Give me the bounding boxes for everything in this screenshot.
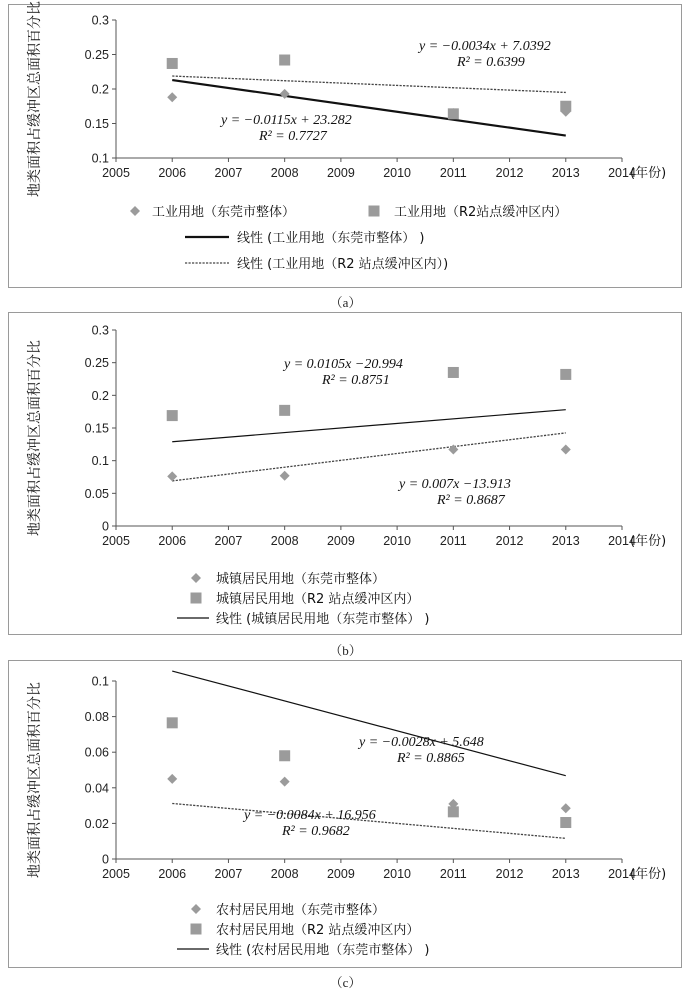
x-tick-label: 2011 (439, 534, 467, 548)
caption-b: （b） (329, 643, 362, 658)
legend-label: 线性 (城镇居民用地（东莞市整体） ) (216, 612, 430, 627)
x-tick-label: 2012 (495, 534, 524, 548)
x-tick-label: 2013 (551, 867, 580, 881)
data-point-square (448, 367, 459, 378)
caption-c: （c） (329, 975, 362, 990)
trend-equation: y = −0.0084x + 16.956 (244, 808, 376, 823)
trend-equation: y = 0.007x −13.913 (399, 477, 511, 492)
data-point-diamond (448, 445, 458, 455)
legend-label: 线性 (工业用地（R2 站点缓冲区内）) (237, 257, 449, 272)
legend-marker-square (369, 206, 380, 217)
data-point-square (279, 405, 290, 416)
trend-r2: R² = 0.8687 (437, 493, 505, 508)
y-tick-label: 0.08 (84, 710, 109, 725)
legend-label: 工业用地（东莞市整体） (152, 205, 296, 220)
trend-equation: y = −0.0028x + 5.648 (359, 735, 484, 750)
x-tick-label: 2014 (608, 534, 636, 548)
data-point-diamond (167, 774, 177, 784)
legend-marker-diamond (191, 573, 201, 583)
x-tick-label: 2012 (495, 867, 524, 881)
data-point-diamond (561, 445, 571, 455)
y-tick-label: 0.15 (84, 421, 109, 436)
x-tick-label: 2006 (158, 534, 187, 548)
trend-r2: R² = 0.6399 (457, 55, 525, 70)
chart-a (9, 1, 681, 287)
trend-r2: R² = 0.9682 (282, 824, 350, 839)
x-tick-label: 2007 (214, 534, 243, 548)
chart-panel-a (8, 1, 682, 288)
legend-marker-square (191, 924, 202, 935)
y-tick-label: 0.1 (91, 151, 109, 166)
x-tick-label: 2005 (102, 867, 130, 881)
x-tick-label: 2009 (326, 867, 355, 881)
x-tick-label: 2013 (551, 534, 580, 548)
y-tick-label: 0.06 (84, 745, 109, 760)
trendline-solid (172, 671, 566, 776)
x-axis-unit: (年份) (630, 166, 667, 181)
chart-panel-c (8, 660, 682, 968)
data-point-square (279, 55, 290, 66)
x-tick-label: 2007 (214, 867, 243, 881)
x-tick-label: 2005 (102, 166, 130, 180)
x-tick-label: 2009 (326, 534, 355, 548)
data-point-square (167, 58, 178, 69)
y-axis-label: 地类面积占缓冲区总面积百分比 (27, 1, 43, 197)
y-tick-label: 0.02 (84, 816, 109, 831)
y-tick-label: 0.1 (91, 454, 109, 469)
y-tick-label: 0.05 (84, 486, 109, 501)
y-tick-label: 0.25 (84, 356, 109, 371)
y-tick-label: 0.2 (91, 388, 109, 403)
data-point-square (560, 101, 571, 112)
data-point-diamond (167, 92, 177, 102)
x-axis-unit: (年份) (630, 534, 667, 549)
data-point-diamond (280, 777, 290, 787)
legend-marker-square (191, 593, 202, 604)
y-tick-label: 0 (102, 852, 109, 867)
x-tick-label: 2006 (158, 867, 187, 881)
data-point-square (560, 369, 571, 380)
data-point-diamond (561, 803, 571, 813)
x-axis-unit: (年份) (630, 867, 667, 882)
data-point-square (560, 817, 571, 828)
legend-label: 线性 (农村居民用地（东莞市整体） ) (216, 943, 430, 958)
x-tick-label: 2010 (383, 166, 412, 180)
x-tick-label: 2010 (383, 534, 412, 548)
trendline-dashed (172, 433, 566, 481)
legend-label: 城镇居民用地（东莞市整体） (216, 572, 386, 587)
legend-label: 线性 (工业用地（东莞市整体） ) (237, 231, 425, 246)
chart-panel-b (8, 312, 682, 635)
trend-equation: y = −0.0034x + 7.0392 (419, 39, 551, 54)
legend-label: 农村居民用地（东莞市整体） (216, 903, 386, 918)
legend-marker-diamond (130, 206, 140, 216)
x-tick-label: 2011 (439, 867, 467, 881)
y-axis-label: 地类面积占缓冲区总面积百分比 (27, 340, 43, 536)
chart-c (9, 661, 681, 967)
x-tick-label: 2007 (214, 166, 243, 180)
data-point-square (279, 750, 290, 761)
data-point-diamond (280, 471, 290, 481)
legend-label: 城镇居民用地（R2 站点缓冲区内） (216, 592, 420, 607)
y-tick-label: 0.25 (84, 48, 109, 62)
x-tick-label: 2006 (158, 166, 187, 180)
y-axis-label: 地类面积占缓冲区总面积百分比 (27, 682, 43, 878)
legend-label: 农村居民用地（R2 站点缓冲区内） (216, 923, 420, 938)
data-point-square (167, 410, 178, 421)
y-tick-label: 0.1 (91, 674, 109, 689)
trend-r2: R² = 0.8751 (322, 373, 390, 388)
caption-a: （a） (329, 295, 362, 310)
trend-r2: R² = 0.8865 (397, 751, 465, 766)
chart-b (9, 313, 681, 634)
data-point-square (448, 108, 459, 119)
x-tick-label: 2009 (326, 166, 355, 180)
trendline-dashed (172, 76, 566, 92)
x-tick-label: 2005 (102, 534, 130, 548)
x-tick-label: 2014 (608, 166, 636, 180)
x-tick-label: 2012 (495, 166, 524, 180)
x-tick-label: 2010 (383, 867, 412, 881)
data-point-square (167, 717, 178, 728)
y-tick-label: 0.15 (84, 117, 109, 131)
legend-marker-diamond (191, 904, 201, 914)
x-tick-label: 2008 (270, 166, 299, 180)
trend-r2: R² = 0.7727 (259, 129, 327, 144)
y-tick-label: 0.04 (84, 781, 109, 796)
trendline-solid (172, 410, 566, 442)
data-point-square (448, 806, 459, 817)
x-tick-label: 2013 (551, 166, 580, 180)
y-tick-label: 0.3 (91, 323, 109, 338)
y-tick-label: 0.2 (91, 82, 109, 97)
y-tick-label: 0.3 (91, 13, 109, 28)
x-tick-label: 2014 (608, 867, 636, 881)
trend-equation: y = −0.0115x + 23.282 (221, 113, 352, 128)
x-tick-label: 2008 (270, 534, 299, 548)
trend-equation: y = 0.0105x −20.994 (284, 357, 403, 372)
y-tick-label: 0 (102, 519, 109, 534)
x-tick-label: 2011 (439, 166, 467, 180)
legend-label: 工业用地（R2站点缓冲区内） (394, 205, 568, 220)
x-tick-label: 2008 (270, 867, 299, 881)
